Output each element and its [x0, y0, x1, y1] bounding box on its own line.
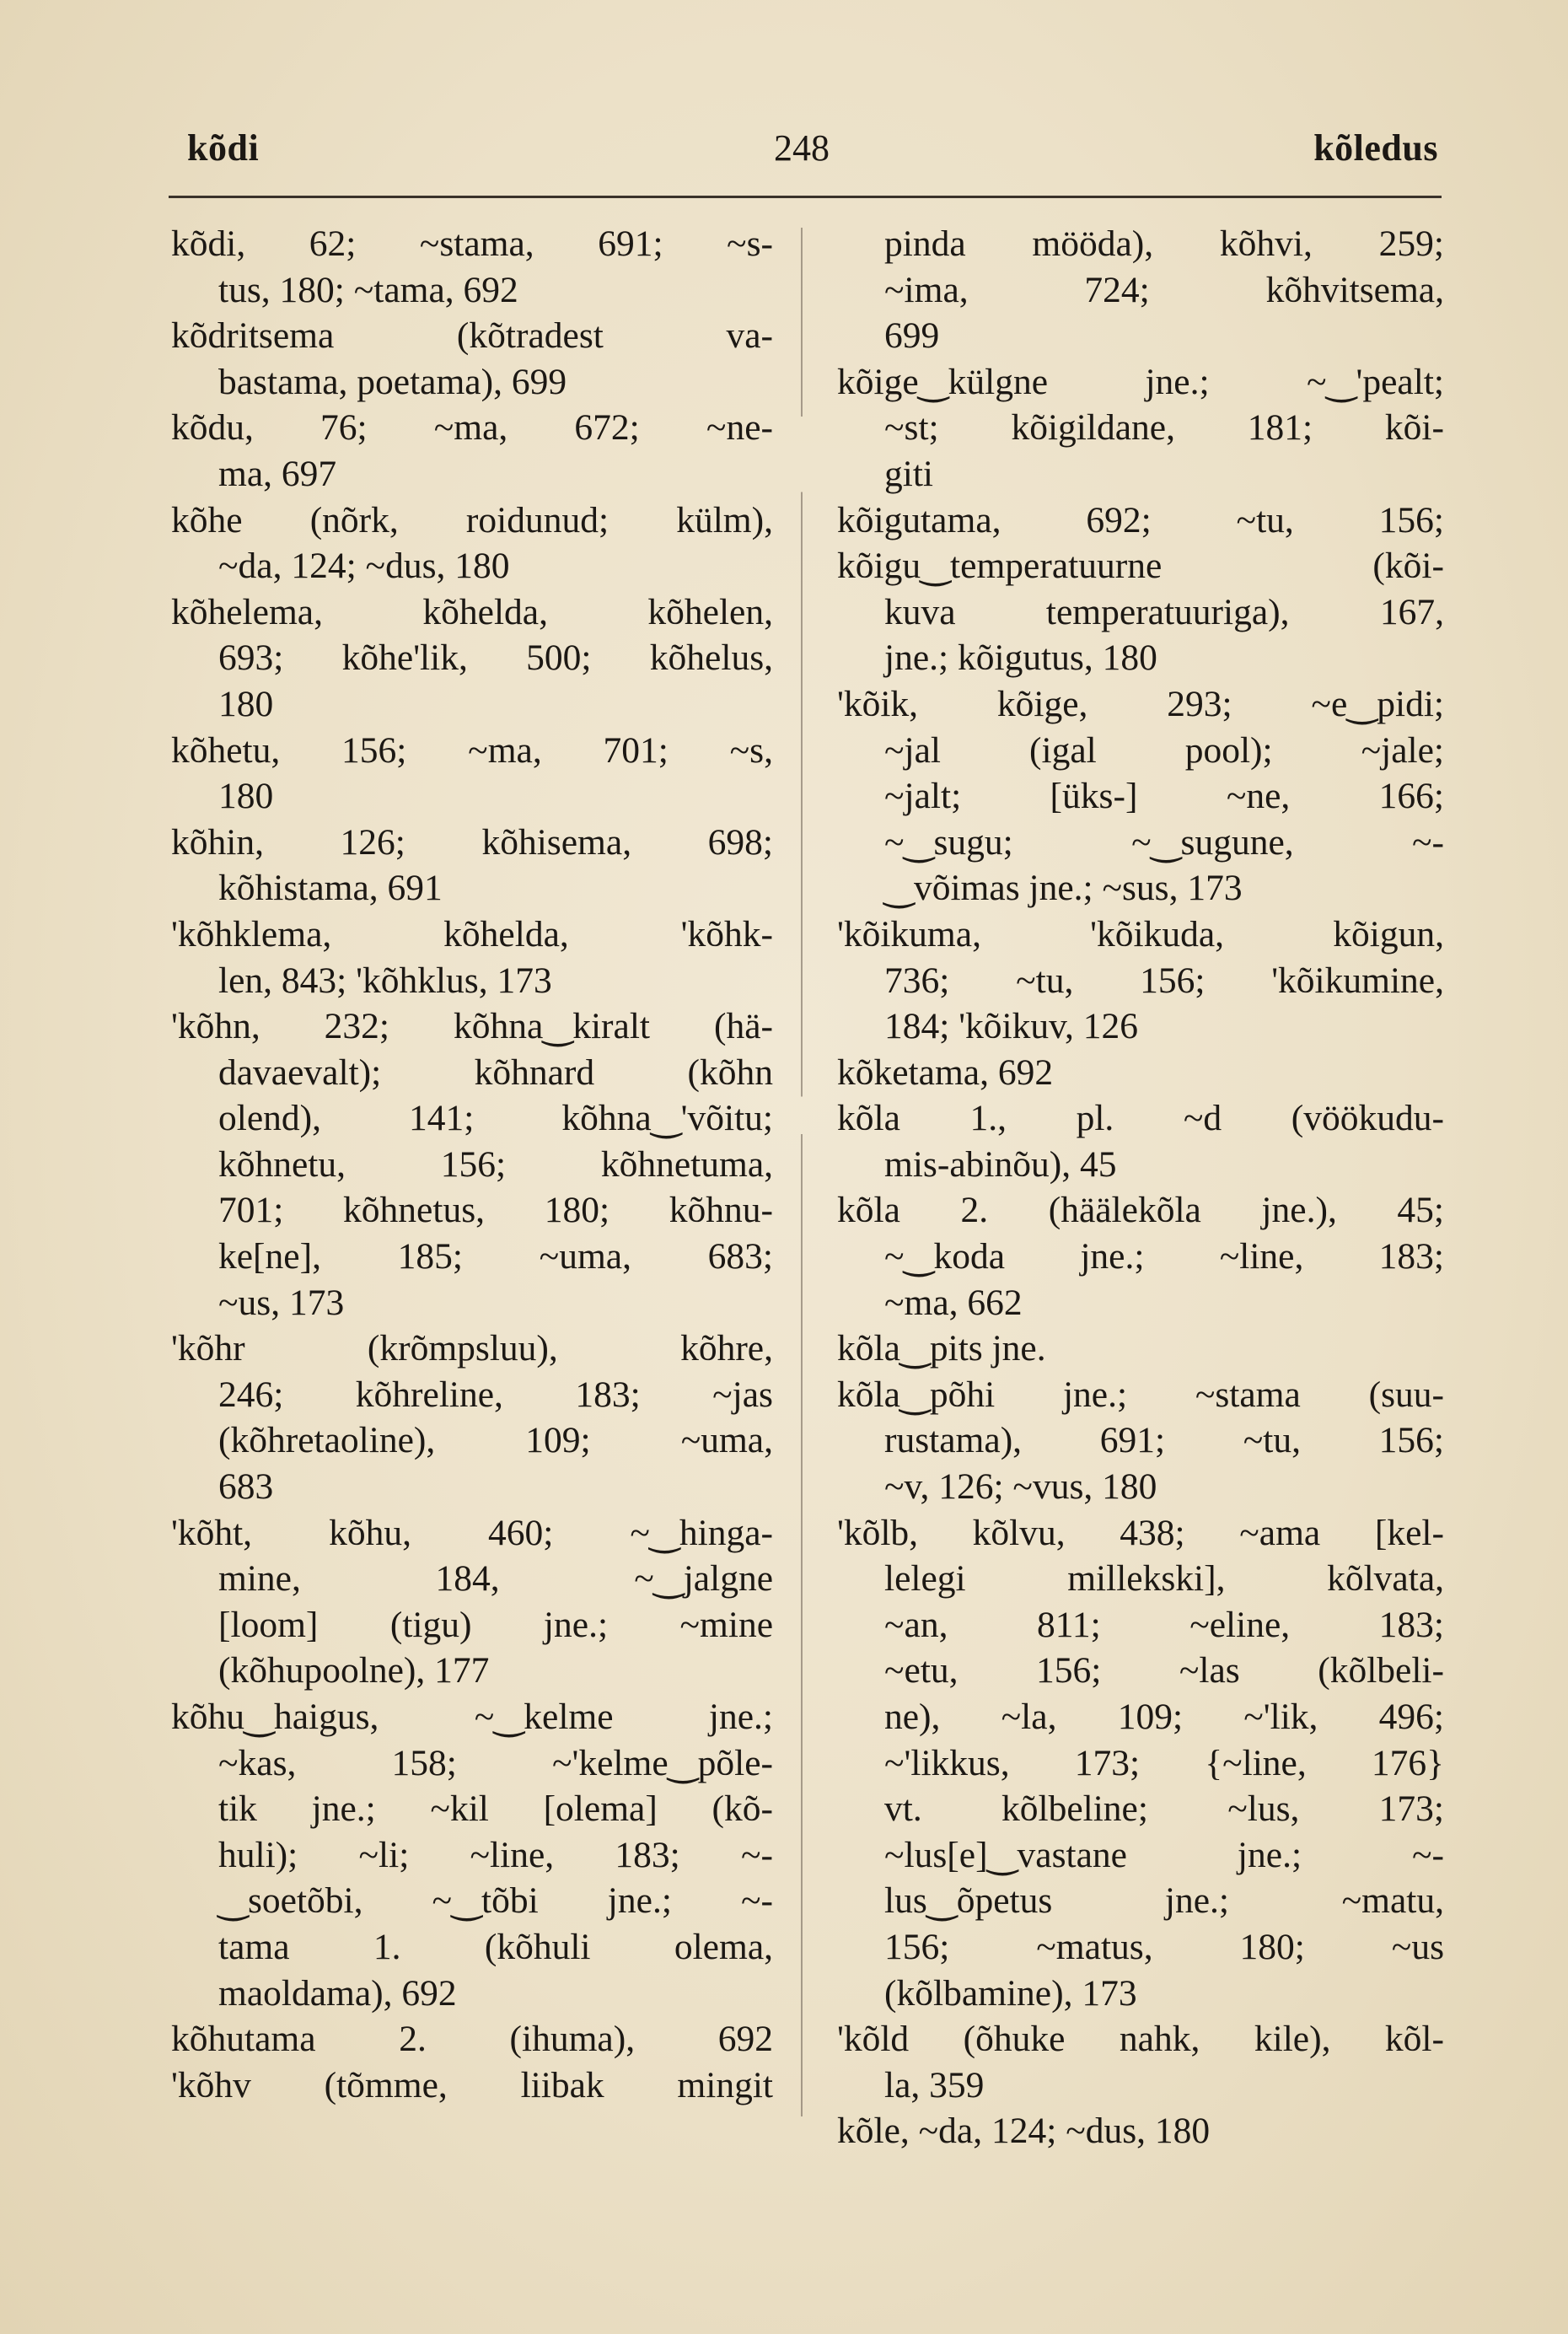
- entry-line: tama 1. (kõhuli olema,: [218, 1926, 773, 1967]
- entry-line: davaevalt); kõhnard (kõhn: [218, 1051, 773, 1093]
- entry-line: jne.; kõigutus, 180: [884, 637, 1157, 679]
- entry-line: kõigutama, 692; ~tu, 156;: [837, 499, 1444, 540]
- entry-line: kõdu, 76; ~ma, 672; ~ne-: [171, 407, 773, 449]
- entry-line: ~jal (igal pool); ~jale;: [884, 729, 1444, 771]
- entry-line: 'kõik, kõige, 293; ~e‿pidi;: [837, 683, 1444, 724]
- entry-line: maoldama), 692: [218, 1972, 457, 2014]
- entry-line: giti: [884, 453, 934, 494]
- entry-line: 'kõht, kõhu, 460; ~‿hinga-: [171, 1512, 773, 1553]
- entry-line: (kõhupoolne), 177: [218, 1650, 490, 1691]
- entry-line: ke[ne], 185; ~uma, 683;: [218, 1236, 773, 1277]
- entry-line: ‿võimas jne.; ~sus, 173: [884, 868, 1243, 909]
- entry-line: len, 843; 'kõhklus, 173: [218, 960, 552, 1001]
- entry-line: ~ima, 724; kõhvitsema,: [884, 269, 1444, 310]
- entry-line: kuva temperatuuriga), 167,: [884, 591, 1444, 632]
- entry-line: kõle, ~da, 124; ~dus, 180: [837, 2111, 1211, 2152]
- entry-line: vt. kõlbeline; ~lus, 173;: [884, 1788, 1444, 1830]
- entry-line: 246; kõhreline, 183; ~jas: [218, 1374, 773, 1415]
- entry-line: pinda mööda), kõhvi, 259;: [884, 223, 1444, 264]
- entry-line: 'kõhklema, kõhelda, 'kõhk-: [171, 913, 773, 955]
- entry-line: 683: [218, 1466, 274, 1508]
- entry-line: ~etu, 156; ~las (kõlbeli-: [884, 1650, 1444, 1691]
- entry-line: ~st; kõigildane, 181; kõi-: [884, 407, 1444, 449]
- running-head-left: kõdi: [187, 127, 260, 169]
- entry-line: ~‿sugu; ~‿sugune, ~-: [884, 821, 1444, 863]
- running-head-right: kõledus: [1313, 127, 1438, 169]
- entry-line: 184; 'kõikuv, 126: [884, 1006, 1139, 1047]
- entry-line: olend), 141; kõhna‿'võitu;: [218, 1098, 773, 1139]
- entry-line: kõhistama, 691: [218, 868, 443, 909]
- entry-line: 693; kõhe'lik, 500; kõhelus,: [218, 637, 773, 679]
- entry-line: huli); ~li; ~line, 183; ~-: [218, 1834, 773, 1875]
- entry-line: tus, 180; ~tama, 692: [218, 269, 518, 310]
- entry-line: kõla‿pits jne.: [837, 1328, 1046, 1369]
- entry-line: kõdritsema (kõtradest va-: [171, 315, 773, 357]
- entry-line: kõla 2. (häälekõla jne.), 45;: [837, 1190, 1444, 1231]
- entry-line: lelegi millekski], kõlvata,: [884, 1558, 1444, 1600]
- entry-line: 'kõhv (tõmme, liibak mingit: [171, 2064, 773, 2105]
- entry-line: kõige‿külgne jne.; ~‿'pealt;: [837, 361, 1444, 402]
- page-header: [165, 126, 1438, 186]
- entry-line: 'kõld (õhuke nahk, kile), kõl-: [837, 2019, 1444, 2060]
- entry-line: mine, 184, ~‿jalgne: [218, 1558, 773, 1600]
- entry-line: ~da, 124; ~dus, 180: [218, 546, 510, 587]
- entry-line: 'kõikuma, 'kõikuda, kõigun,: [837, 913, 1444, 955]
- entry-line: 701; kõhnetus, 180; kõhnu-: [218, 1190, 773, 1231]
- entry-line: (kõlbamine), 173: [884, 1972, 1137, 2014]
- entry-line: 180: [218, 683, 274, 724]
- entry-line: 699: [884, 315, 940, 357]
- entry-line: 156; ~matus, 180; ~us: [884, 1926, 1444, 1967]
- entry-line: ~jalt; [üks-] ~ne, 166;: [884, 776, 1444, 817]
- entry-line: ~lus[e]‿vastane jne.; ~-: [884, 1834, 1444, 1875]
- entry-line: lus‿õpetus jne.; ~matu,: [884, 1880, 1444, 1922]
- entry-line: ~'likkus, 173; {~line, 176}: [884, 1742, 1444, 1783]
- entry-line: rustama), 691; ~tu, 156;: [884, 1420, 1444, 1461]
- entry-line: kõla‿põhi jne.; ~stama (suu-: [837, 1374, 1444, 1415]
- entry-line: ~an, 811; ~eline, 183;: [884, 1604, 1444, 1645]
- entry-line: tik jne.; ~kil [olema] (kõ-: [218, 1788, 773, 1830]
- entry-line: kõketama, 692: [837, 1051, 1054, 1093]
- entry-line: ma, 697: [218, 453, 337, 494]
- entry-line: la, 359: [884, 2064, 985, 2105]
- page-number: 248: [774, 127, 830, 169]
- entry-line: kõhu‿haigus, ~‿kelme jne.;: [171, 1697, 773, 1737]
- column-divider: [801, 228, 803, 2116]
- entry-line: 'kõhr (krõmpsluu), kõhre,: [171, 1328, 773, 1369]
- entry-line: 180: [218, 776, 274, 817]
- entry-line: 736; ~tu, 156; 'kõikumine,: [884, 960, 1444, 1001]
- entry-line: bastama, poetama), 699: [218, 361, 567, 402]
- entry-line: kõhutama 2. (ihuma), 692: [171, 2019, 773, 2060]
- entry-line: ‿soetõbi, ~‿tõbi jne.; ~-: [218, 1880, 773, 1922]
- right-column: [837, 221, 1444, 2154]
- entry-line: ne), ~la, 109; ~'lik, 496;: [884, 1697, 1444, 1737]
- entry-line: [loom] (tigu) jne.; ~mine: [218, 1604, 773, 1645]
- entry-line: kõhelema, kõhelda, kõhelen,: [171, 591, 773, 632]
- entry-line: kõigu‿temperatuurne (kõi-: [837, 546, 1444, 587]
- entry-line: mis-abinõu), 45: [884, 1143, 1117, 1185]
- entry-line: kõdi, 62; ~stama, 691; ~s-: [171, 223, 773, 264]
- entry-line: ~ma, 662: [884, 1282, 1023, 1323]
- entry-line: (kõhretaoline), 109; ~uma,: [218, 1420, 773, 1461]
- left-column: [171, 221, 773, 2108]
- entry-line: ~‿koda jne.; ~line, 183;: [884, 1236, 1444, 1277]
- entry-line: kõhin, 126; kõhisema, 698;: [171, 821, 773, 863]
- entry-line: ~us, 173: [218, 1282, 345, 1323]
- entry-line: ~v, 126; ~vus, 180: [884, 1466, 1157, 1508]
- entry-line: kõla 1., pl. ~d (vöökudu-: [837, 1098, 1444, 1139]
- entry-line: 'kõhn, 232; kõhna‿kiralt (hä-: [171, 1006, 773, 1047]
- entry-line: kõhetu, 156; ~ma, 701; ~s,: [171, 729, 773, 771]
- entry-line: kõhnetu, 156; kõhnetuma,: [218, 1143, 773, 1185]
- entry-line: ~kas, 158; ~'kelme‿põle-: [218, 1742, 773, 1783]
- entry-line: kõhe (nõrk, roidunud; külm),: [171, 499, 773, 540]
- header-rule: [169, 196, 1442, 198]
- entry-line: 'kõlb, kõlvu, 438; ~ama [kel-: [837, 1512, 1444, 1553]
